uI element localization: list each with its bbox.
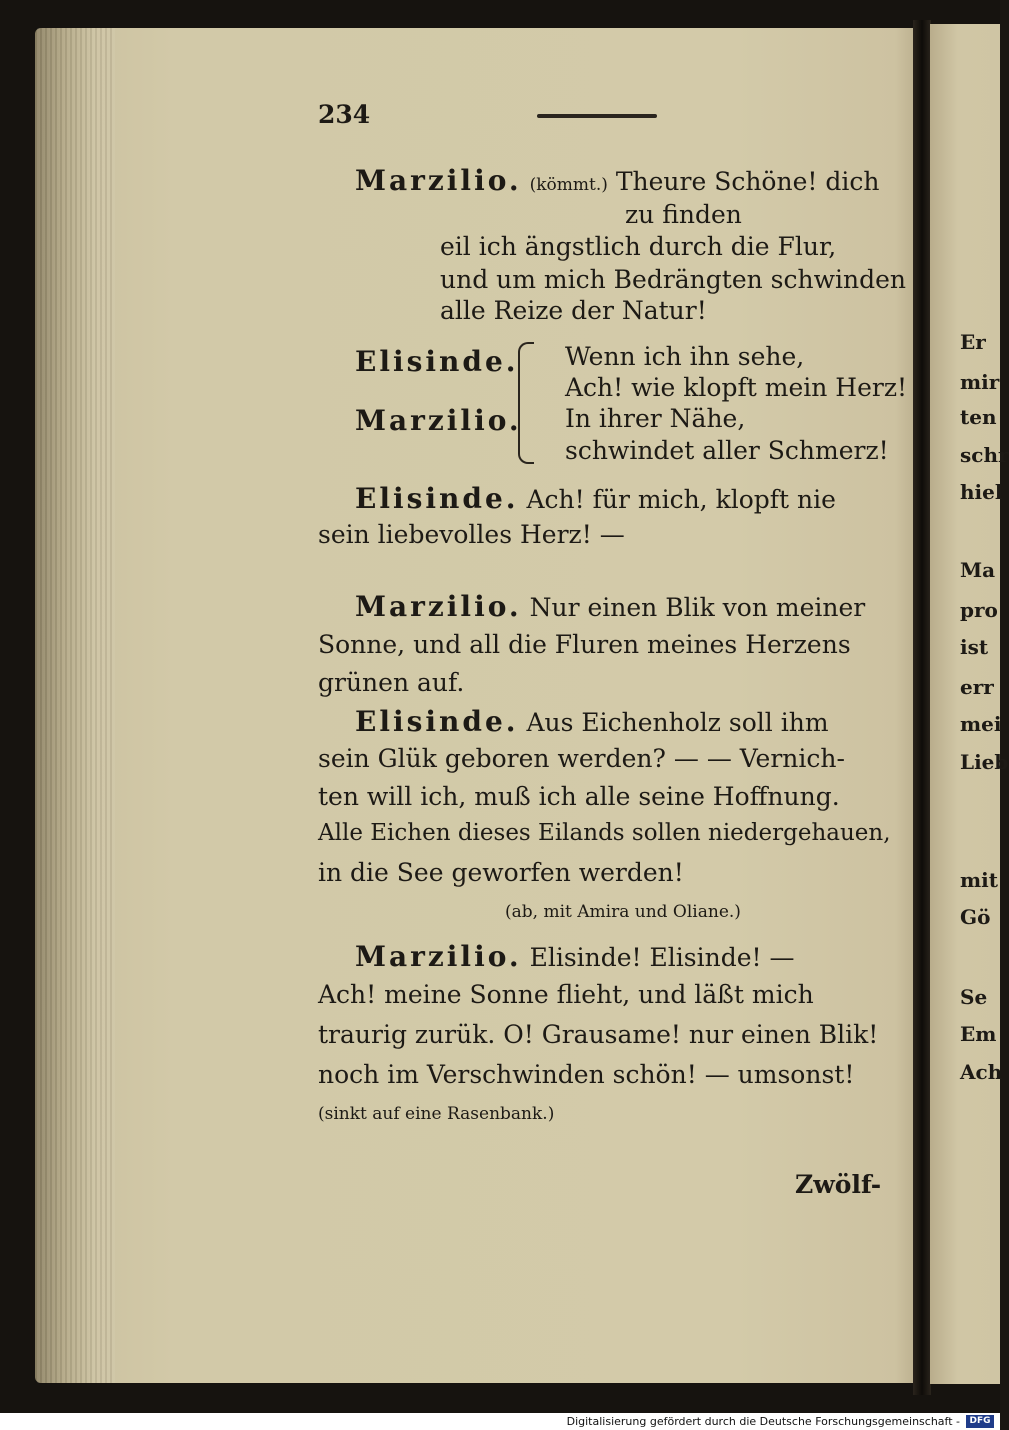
text-line: in die See geworfen werden!: [318, 858, 684, 887]
text-line: [355, 590, 865, 623]
text-line: In ihrer Nähe,: [565, 404, 746, 433]
fragment-text: err: [960, 675, 994, 699]
text-line: [355, 940, 795, 973]
page-number: 234: [318, 100, 371, 129]
text-line: sein Glük geboren werden? — — Vernich-: [318, 744, 845, 773]
text-line: Wenn ich ihn sehe,: [565, 342, 805, 371]
fragment-text: ist: [960, 635, 989, 659]
line-text: Ach! für mich, klopft nie: [526, 485, 836, 514]
speaker-name: Marzilio.: [355, 404, 522, 437]
text-line: und um mich Bedrängten schwinden: [440, 265, 907, 294]
catchword: Zwölf-: [795, 1170, 882, 1199]
duet-brace: [518, 342, 534, 464]
fragment-text: Er: [960, 330, 986, 354]
fragment-text: mit: [960, 868, 998, 892]
text-line: Alle Eichen dieses Eilands sollen niedergehauen,: [318, 820, 891, 846]
fragment-text: ten: [960, 405, 997, 429]
text-line: Ach! meine Sonne flieht, und läßt mich: [318, 980, 814, 1009]
text-line: Ach! wie klopft mein Herz!: [565, 373, 908, 402]
speaker-name: Elisinde.: [355, 482, 519, 515]
line-text: Nur einen Blik von meiner: [529, 593, 866, 622]
fragment-text: schr: [960, 443, 1009, 467]
fragment-text: Ach: [960, 1060, 1003, 1084]
text-line: grünen auf.: [318, 668, 465, 697]
text-line: noch im Verschwinden schön! — umsonst!: [318, 1060, 855, 1089]
text-line: [355, 482, 836, 515]
speaker-name: Elisinde.: [355, 345, 519, 378]
stage-direction: (sinkt auf eine Rasenbank.): [318, 1104, 555, 1124]
text-line: [355, 164, 879, 197]
fragment-text: Se: [960, 985, 988, 1009]
text-line: eil ich ängstlich durch die Flur,: [440, 232, 837, 261]
fragment-text: Ma: [960, 558, 996, 582]
speaker-name: Elisinde.: [355, 705, 519, 738]
line-text: Theure Schöne! dich: [615, 167, 880, 196]
text-line: [355, 705, 829, 738]
fragment-text: mei: [960, 712, 1002, 736]
footer-credit: Digitalisierung gefördert durch die Deutsche Forschungsgemeinschaft -: [566, 1415, 960, 1428]
text-line: alle Reize der Natur!: [440, 296, 707, 325]
fragment-text: pro: [960, 598, 998, 622]
speaker-name: Marzilio.: [355, 940, 522, 973]
header-rule: [537, 114, 657, 118]
fragment-text: mir: [960, 370, 1000, 394]
text-line: zu finden: [625, 200, 742, 229]
fragment-text: hiel: [960, 480, 1003, 504]
dfg-logo[interactable]: DFG: [966, 1415, 994, 1428]
text-line: Sonne, und all die Fluren meines Herzens: [318, 630, 851, 659]
text-line: ten will ich, muß ich alle seine Hoffnung.: [318, 782, 840, 811]
text-line: traurig zurük. O! Grausame! nur einen Blik!: [318, 1020, 879, 1049]
speaker-name: Marzilio.: [355, 590, 522, 623]
text-line: schwindet aller Schmerz!: [565, 436, 889, 465]
fragment-text: Gö: [960, 905, 991, 929]
book-gutter: [913, 20, 931, 1395]
facing-page: [930, 24, 1009, 1384]
line-text: Elisinde! Elisinde! —: [529, 943, 795, 972]
stage-direction: (kömmt.): [529, 175, 608, 195]
page-edges: [35, 28, 115, 1383]
line-text: Aus Eichenholz soll ihm: [526, 708, 829, 737]
text-line: sein liebevolles Herz! —: [318, 520, 625, 549]
fragment-text: Lieb: [960, 750, 1009, 774]
speaker-name: Marzilio.: [355, 164, 522, 197]
stage-direction: (ab, mit Amira und Oliane.): [505, 902, 741, 922]
footer-bar: [0, 1413, 1000, 1430]
fragment-text: Em: [960, 1022, 997, 1046]
